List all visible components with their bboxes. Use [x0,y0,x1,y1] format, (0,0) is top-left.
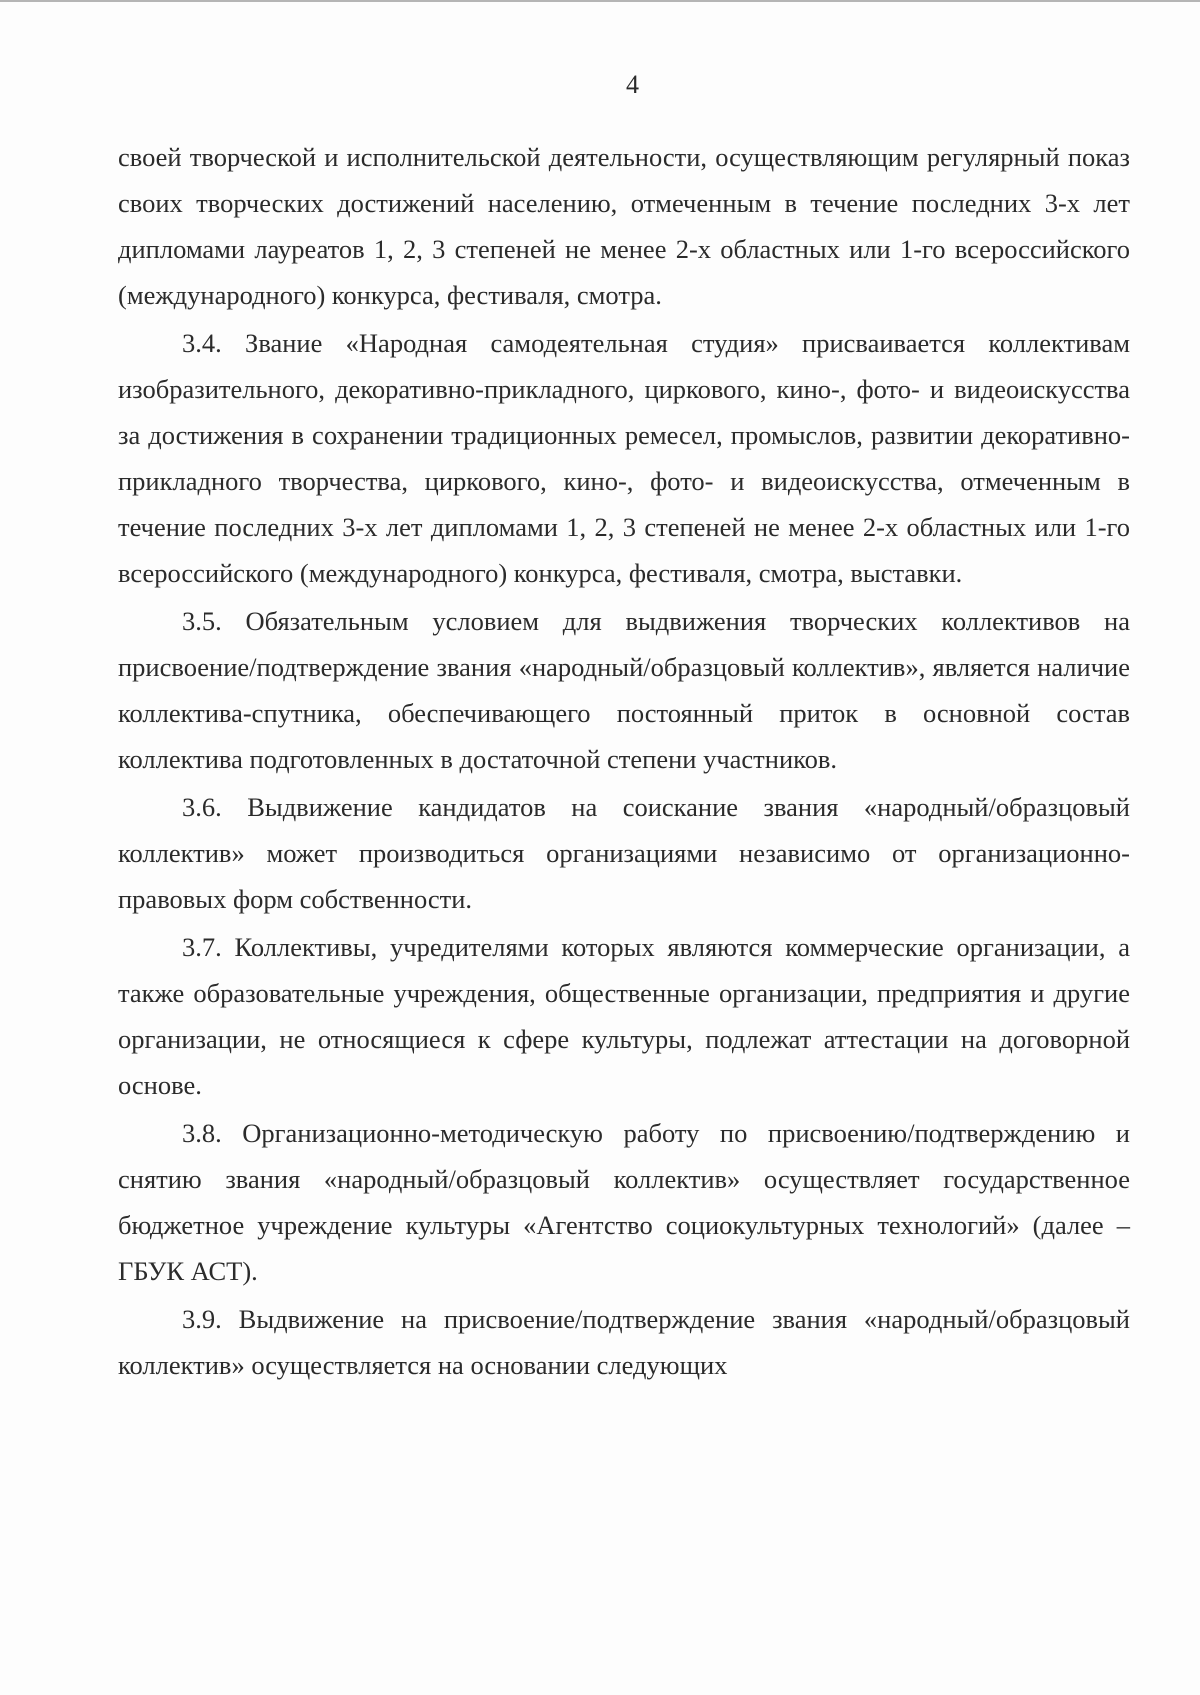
paragraph-3-4: 3.4. Звание «Народная самодеятельная студия» присваивается коллективам изобразительного, декоративно-прикладного, циркового, кино-, фото- и видеоискусства за достижения в сохранении традиционных ремесел, промыслов, развитии декоративно-прикладного творчества, циркового, кино-, фото- и видеоискусства, отмеченным в течение последних 3-х лет дипломами 1, 2, 3 степеней не менее 2-х областных или 1-го всероссийского (международного) конкурса, фестиваля, смотра, выставки. [118,328,1130,588]
paragraph-continuation: своей творческой и исполнительской деятельности, осуществляющим регулярный показ своих творческих достижений населению, отмеченным в течение последних 3-х лет дипломами лауреатов 1, 2, 3 степеней не менее 2-х областных или 1-го всероссийского (международного) конкурса, фестиваля, смотра. [118,142,1130,310]
page-number: 4 [626,70,639,99]
paragraph-3-5: 3.5. Обязательным условием для выдвижения творческих коллективов на присвоение/подтверждение звания «народный/образцовый коллектив», является наличие коллектива-спутника, обеспечивающего постоянный приток в основной состав коллектива подготовленных в достаточной степени участников. [118,606,1130,774]
paragraph-3-8: 3.8. Организационно-методическую работу по присвоению/подтверждению и снятию звания «народный/образцовый коллектив» осуществляет государственное бюджетное учреждение культуры «Агентство социокультурных технологий» (далее – ГБУК АСТ). [118,1118,1130,1286]
paragraph-3-9: 3.9. Выдвижение на присвоение/подтверждение звания «народный/образцовый коллектив» осуществляется на основании следующих [118,1304,1130,1380]
paragraph-3-7: 3.7. Коллективы, учредителями которых являются коммерческие организации, а также образовательные учреждения, общественные организации, предприятия и другие организации, не относящиеся к сфере культуры, подлежат аттестации на договорной основе. [118,932,1130,1100]
page-top-edge [0,0,1200,2]
document-body [118,134,1130,1390]
paragraph-3-6: 3.6. Выдвижение кандидатов на соискание звания «народный/образцовый коллектив» может производиться организациями независимо от организационно-правовых форм собственности. [118,792,1130,914]
